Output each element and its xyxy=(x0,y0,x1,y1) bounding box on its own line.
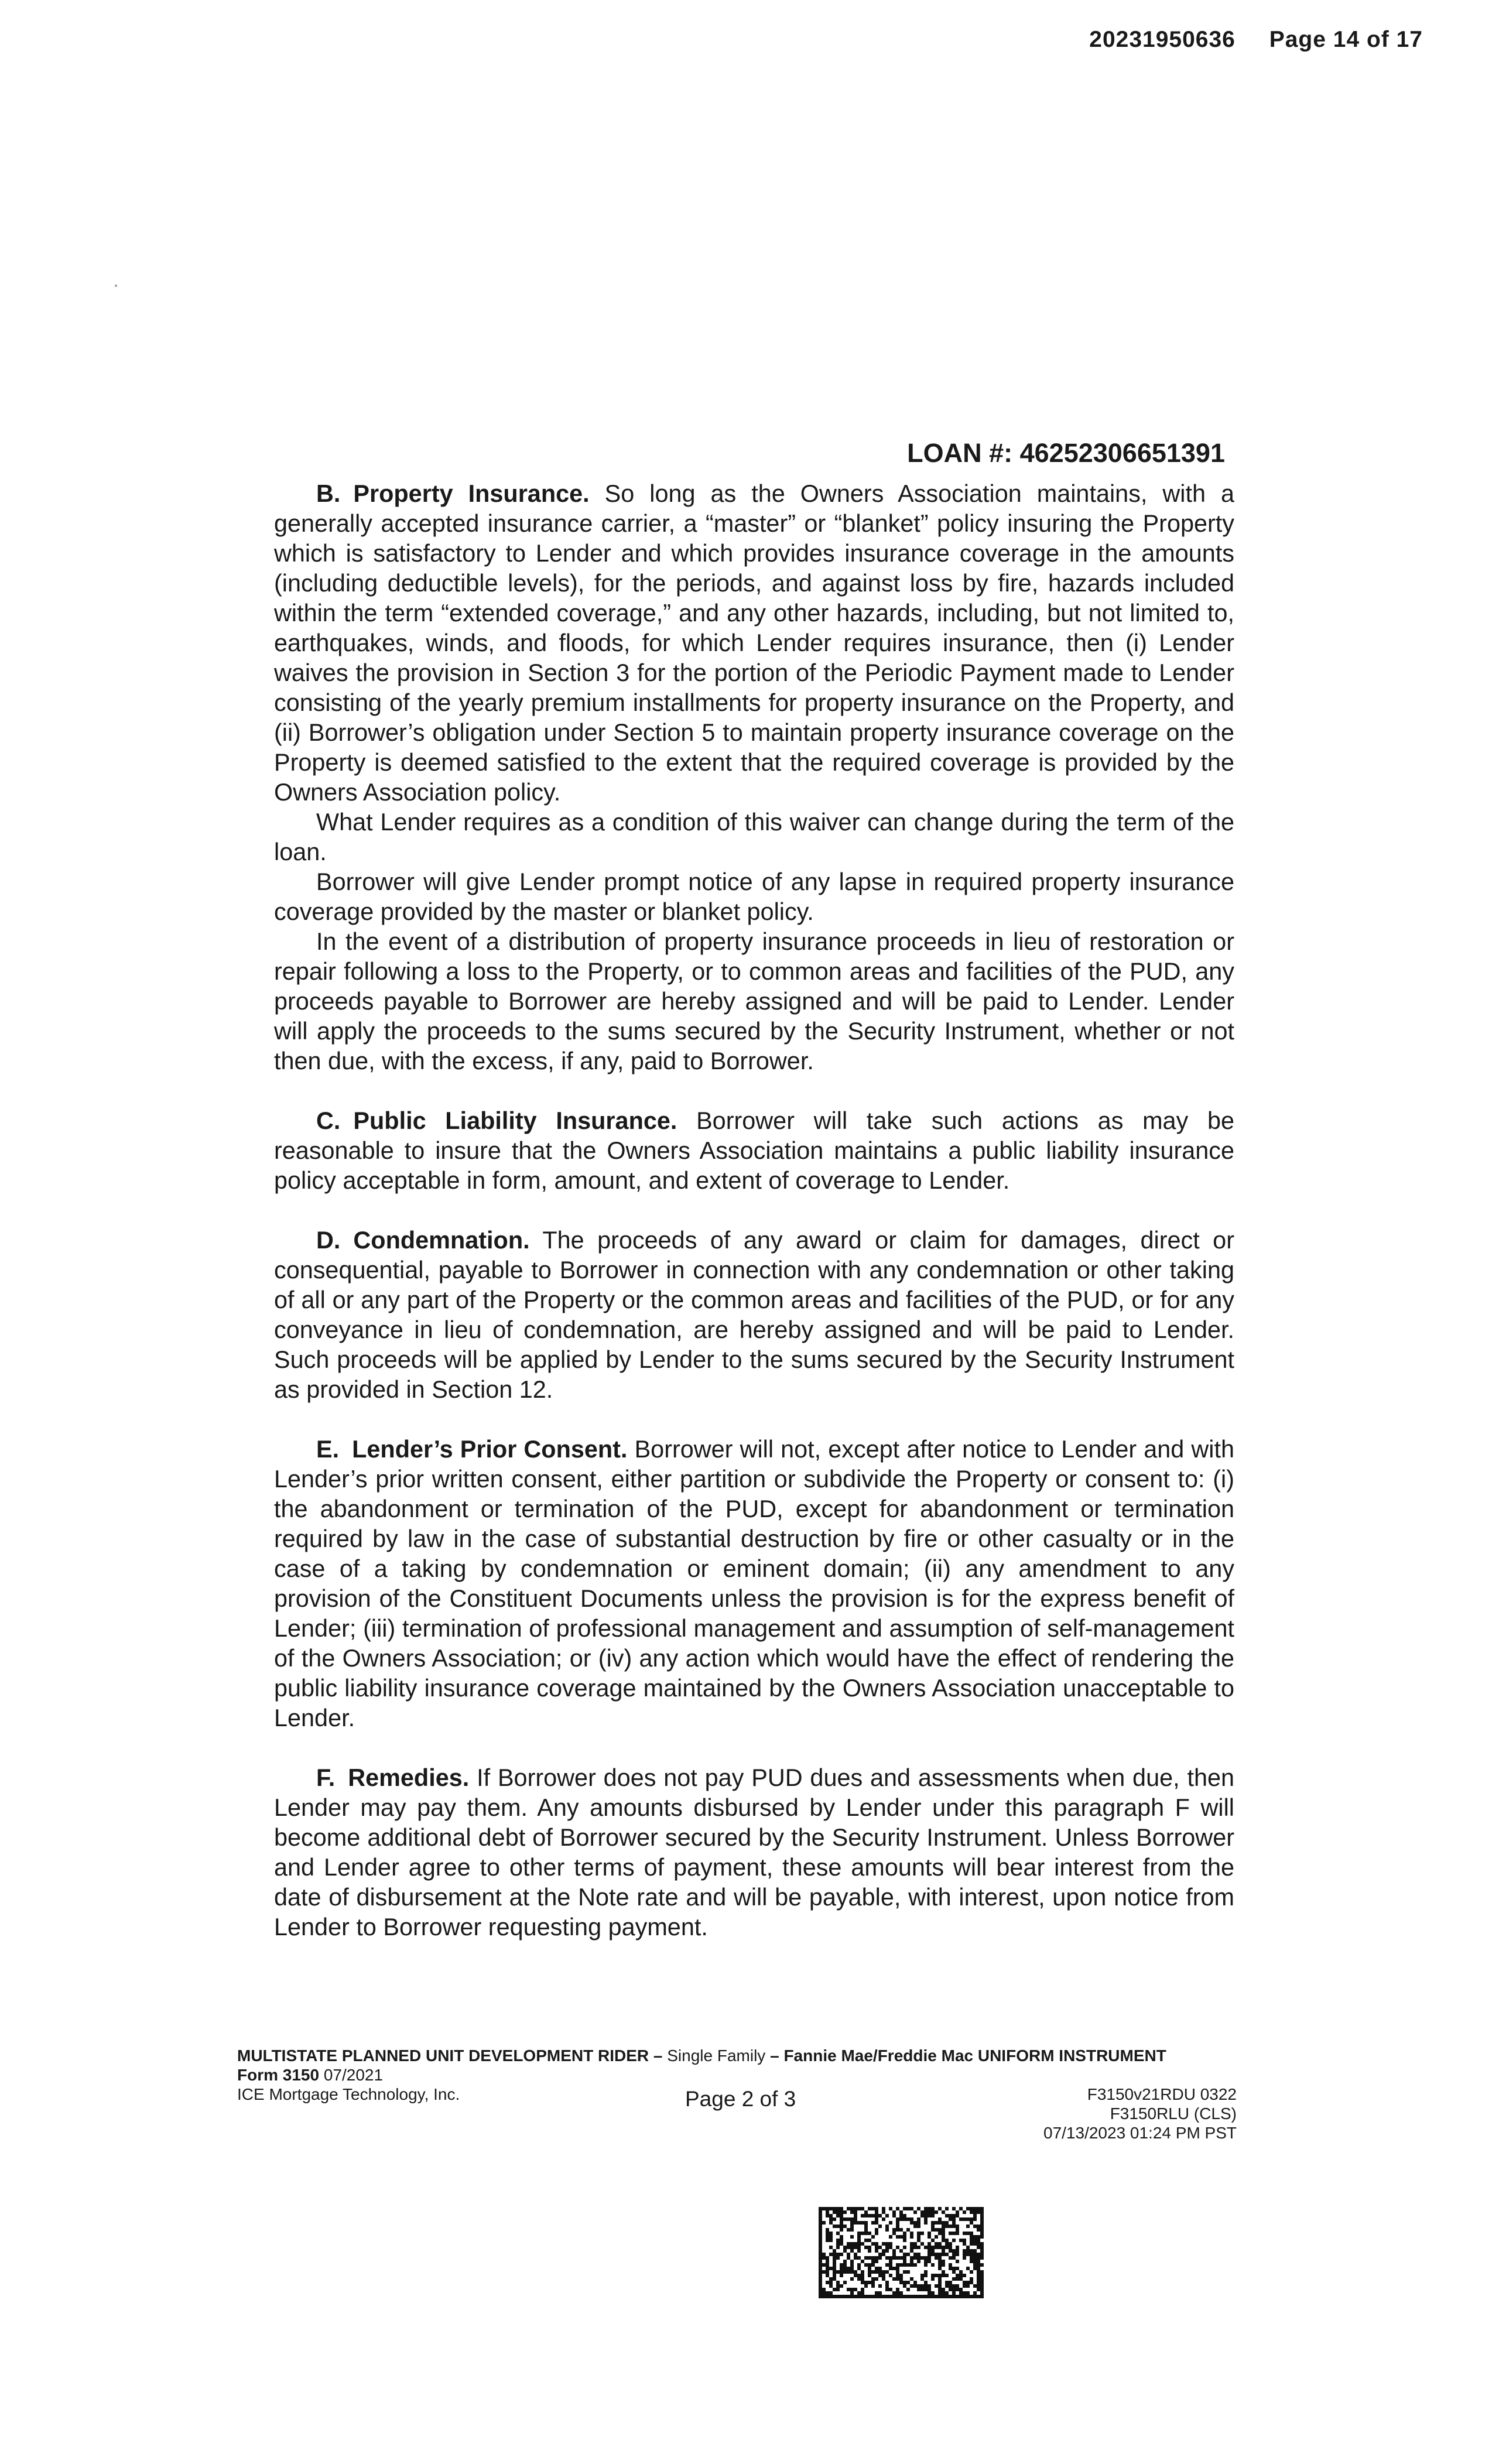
section-d-title: Condemnation. xyxy=(353,1227,530,1254)
footer-company: ICE Mortgage Technology, Inc. xyxy=(237,2085,460,2103)
section-d-letter: D. xyxy=(316,1227,341,1254)
section-e-title: Lender’s Prior Consent. xyxy=(352,1436,628,1463)
section-b-title: Property Insurance. xyxy=(353,480,590,507)
section-f-letter: F. xyxy=(316,1764,336,1791)
footer-rider-type: Single Family xyxy=(667,2047,766,2065)
section-b-text: So long as the Owners Association maintains, with a generally accepted insurance carrier, a “master” or “blanket” policy insuring the Property which is satisfactory to Lender and which provides insurance coverage in the amounts (including deductible levels), for the periods, and against loss by fire, hazards included within the term “extended coverage,” and any other hazards, including, but not limited to, earthquakes, winds, and floods, for which Lender requires insurance, then (i) Lender waives the provision in Section 3 for the portion of the Periodic Payment made to Lender consisting of the yearly premium installments for property insurance on the Property, and (ii) Borrower’s obligation under Section 5 to maintain property insurance coverage on the Property is deemed satisfied to the extent that the required coverage is provided by the Owners Association policy. xyxy=(274,480,1234,806)
form-footer xyxy=(237,2046,1237,2142)
section-d-paragraph xyxy=(274,1226,1234,1405)
section-c-letter: C. xyxy=(316,1107,341,1134)
footer-bottom-row xyxy=(237,2085,1237,2142)
section-c-title: Public Liability Insurance. xyxy=(353,1107,677,1134)
recording-page-label: Page 14 of 17 xyxy=(1269,27,1423,52)
section-e-letter: E. xyxy=(316,1436,340,1463)
section-b-paragraph-1 xyxy=(274,479,1234,807)
section-f-text: If Borrower does not pay PUD dues and assessments when due, then Lender may pay them. Any amounts disbursed by Lender under this paragraph F will become additional debt of Borrower secured by the Security Instrument. Unless Borrower and Lender agree to other terms of payment, these amounts will bear interest from the date of disbursement at the Note rate and will be payable, with interest, upon notice from Lender to Borrower requesting payment. xyxy=(274,1764,1235,1941)
section-f-title: Remedies. xyxy=(348,1764,470,1791)
footer-code-1: F3150v21RDU 0322 xyxy=(1087,2085,1237,2103)
footer-timestamp: 07/13/2023 01:24 PM PST xyxy=(1043,2124,1237,2142)
section-e-heading xyxy=(316,1436,627,1463)
footer-form-label: Form 3150 xyxy=(237,2066,320,2084)
recording-number: 20231950636 xyxy=(1089,27,1236,52)
section-f-paragraph xyxy=(274,1763,1234,1942)
section-e-paragraph xyxy=(274,1435,1234,1733)
section-f-remedies xyxy=(274,1763,1234,1942)
section-c-public-liability-insurance xyxy=(274,1106,1234,1196)
footer-rider-instrument: – Fannie Mae/Freddie Mac UNIFORM INSTRUMENT xyxy=(770,2047,1166,2065)
section-b-paragraph-4: In the event of a distribution of property insurance proceeds in lieu of restoration or repair following a loss to the Property, or to common areas and facilities of the PUD, any proceeds payable to Borrower are hereby assigned and will be paid to Lender. Lender will apply the proceeds to the sums secured by the Security Instrument, whether or not then due, with the excess, if any, paid to Borrower. xyxy=(274,928,1234,1074)
section-b-paragraph-3: Borrower will give Lender prompt notice of any lapse in required property insurance coverage provided by the master or blanket policy. xyxy=(274,868,1234,925)
rider-body xyxy=(274,479,1234,1942)
section-c-text: Borrower will take such actions as may be reasonable to insure that the Owners Association maintains a public liability insurance policy acceptable in form, amount, and extent of coverage to Lender. xyxy=(274,1107,1234,1194)
section-b-letter: B. xyxy=(316,480,341,507)
footer-form-line xyxy=(237,2065,1237,2085)
footer-form-date: 07/2021 xyxy=(323,2066,384,2084)
section-d-text: The proceeds of any award or claim for damages, direct or consequential, payable to Borrower in connection with any condemnation or other taking of all or any part of the Property or the common areas and facilities of the PUD, or for any conveyance in lieu of condemnation, are hereby assigned and will be paid to Lender. Such proceeds will be applied by Lender to the sums secured by the Security Instrument as provided in Section 12. xyxy=(274,1227,1234,1403)
footer-form-codes xyxy=(1043,2085,1237,2143)
section-b-property-insurance xyxy=(274,479,1234,1076)
loan-number: LOAN #: 46252306651391 xyxy=(907,438,1225,468)
section-d-condemnation xyxy=(274,1226,1234,1405)
recording-header xyxy=(1089,27,1423,53)
section-b-paragraph-2: What Lender requires as a condition of this waiver can change during the term of the loan. xyxy=(274,809,1234,865)
footer-page-number: Page 2 of 3 xyxy=(685,2087,796,2111)
scan-speck xyxy=(115,285,117,287)
section-e-text: Borrower will not, except after notice to Lender and with Lender’s prior written consent, either partition or subdivide the Property or consent to: (i) the abandonment or termination of the PUD, except for abandonment or termination required by law in the case of substantial destruction by fire or other casualty or in the case of a taking by condemnation or eminent domain; (ii) any amendment to any provision of the Constituent Documents unless the provision is for the express benefit of Lender; (iii) termination of professional management and assumption of self-management of the Owners Association; or (iv) any action which would have the effect of rendering the public liability insurance coverage maintained by the Owners Association unacceptable to Lender. xyxy=(274,1436,1235,1731)
section-b-heading xyxy=(316,480,590,507)
footer-rider-line xyxy=(237,2046,1237,2065)
barcode-image xyxy=(819,2206,984,2299)
section-c-paragraph xyxy=(274,1106,1234,1196)
footer-rider-title: MULTISTATE PLANNED UNIT DEVELOPMENT RIDER – xyxy=(237,2047,663,2065)
section-c-heading xyxy=(316,1107,677,1134)
footer-code-2: F3150RLU (CLS) xyxy=(1110,2104,1237,2123)
section-e-lenders-prior-consent xyxy=(274,1435,1234,1733)
section-f-heading xyxy=(316,1764,469,1791)
section-d-heading xyxy=(316,1227,530,1254)
